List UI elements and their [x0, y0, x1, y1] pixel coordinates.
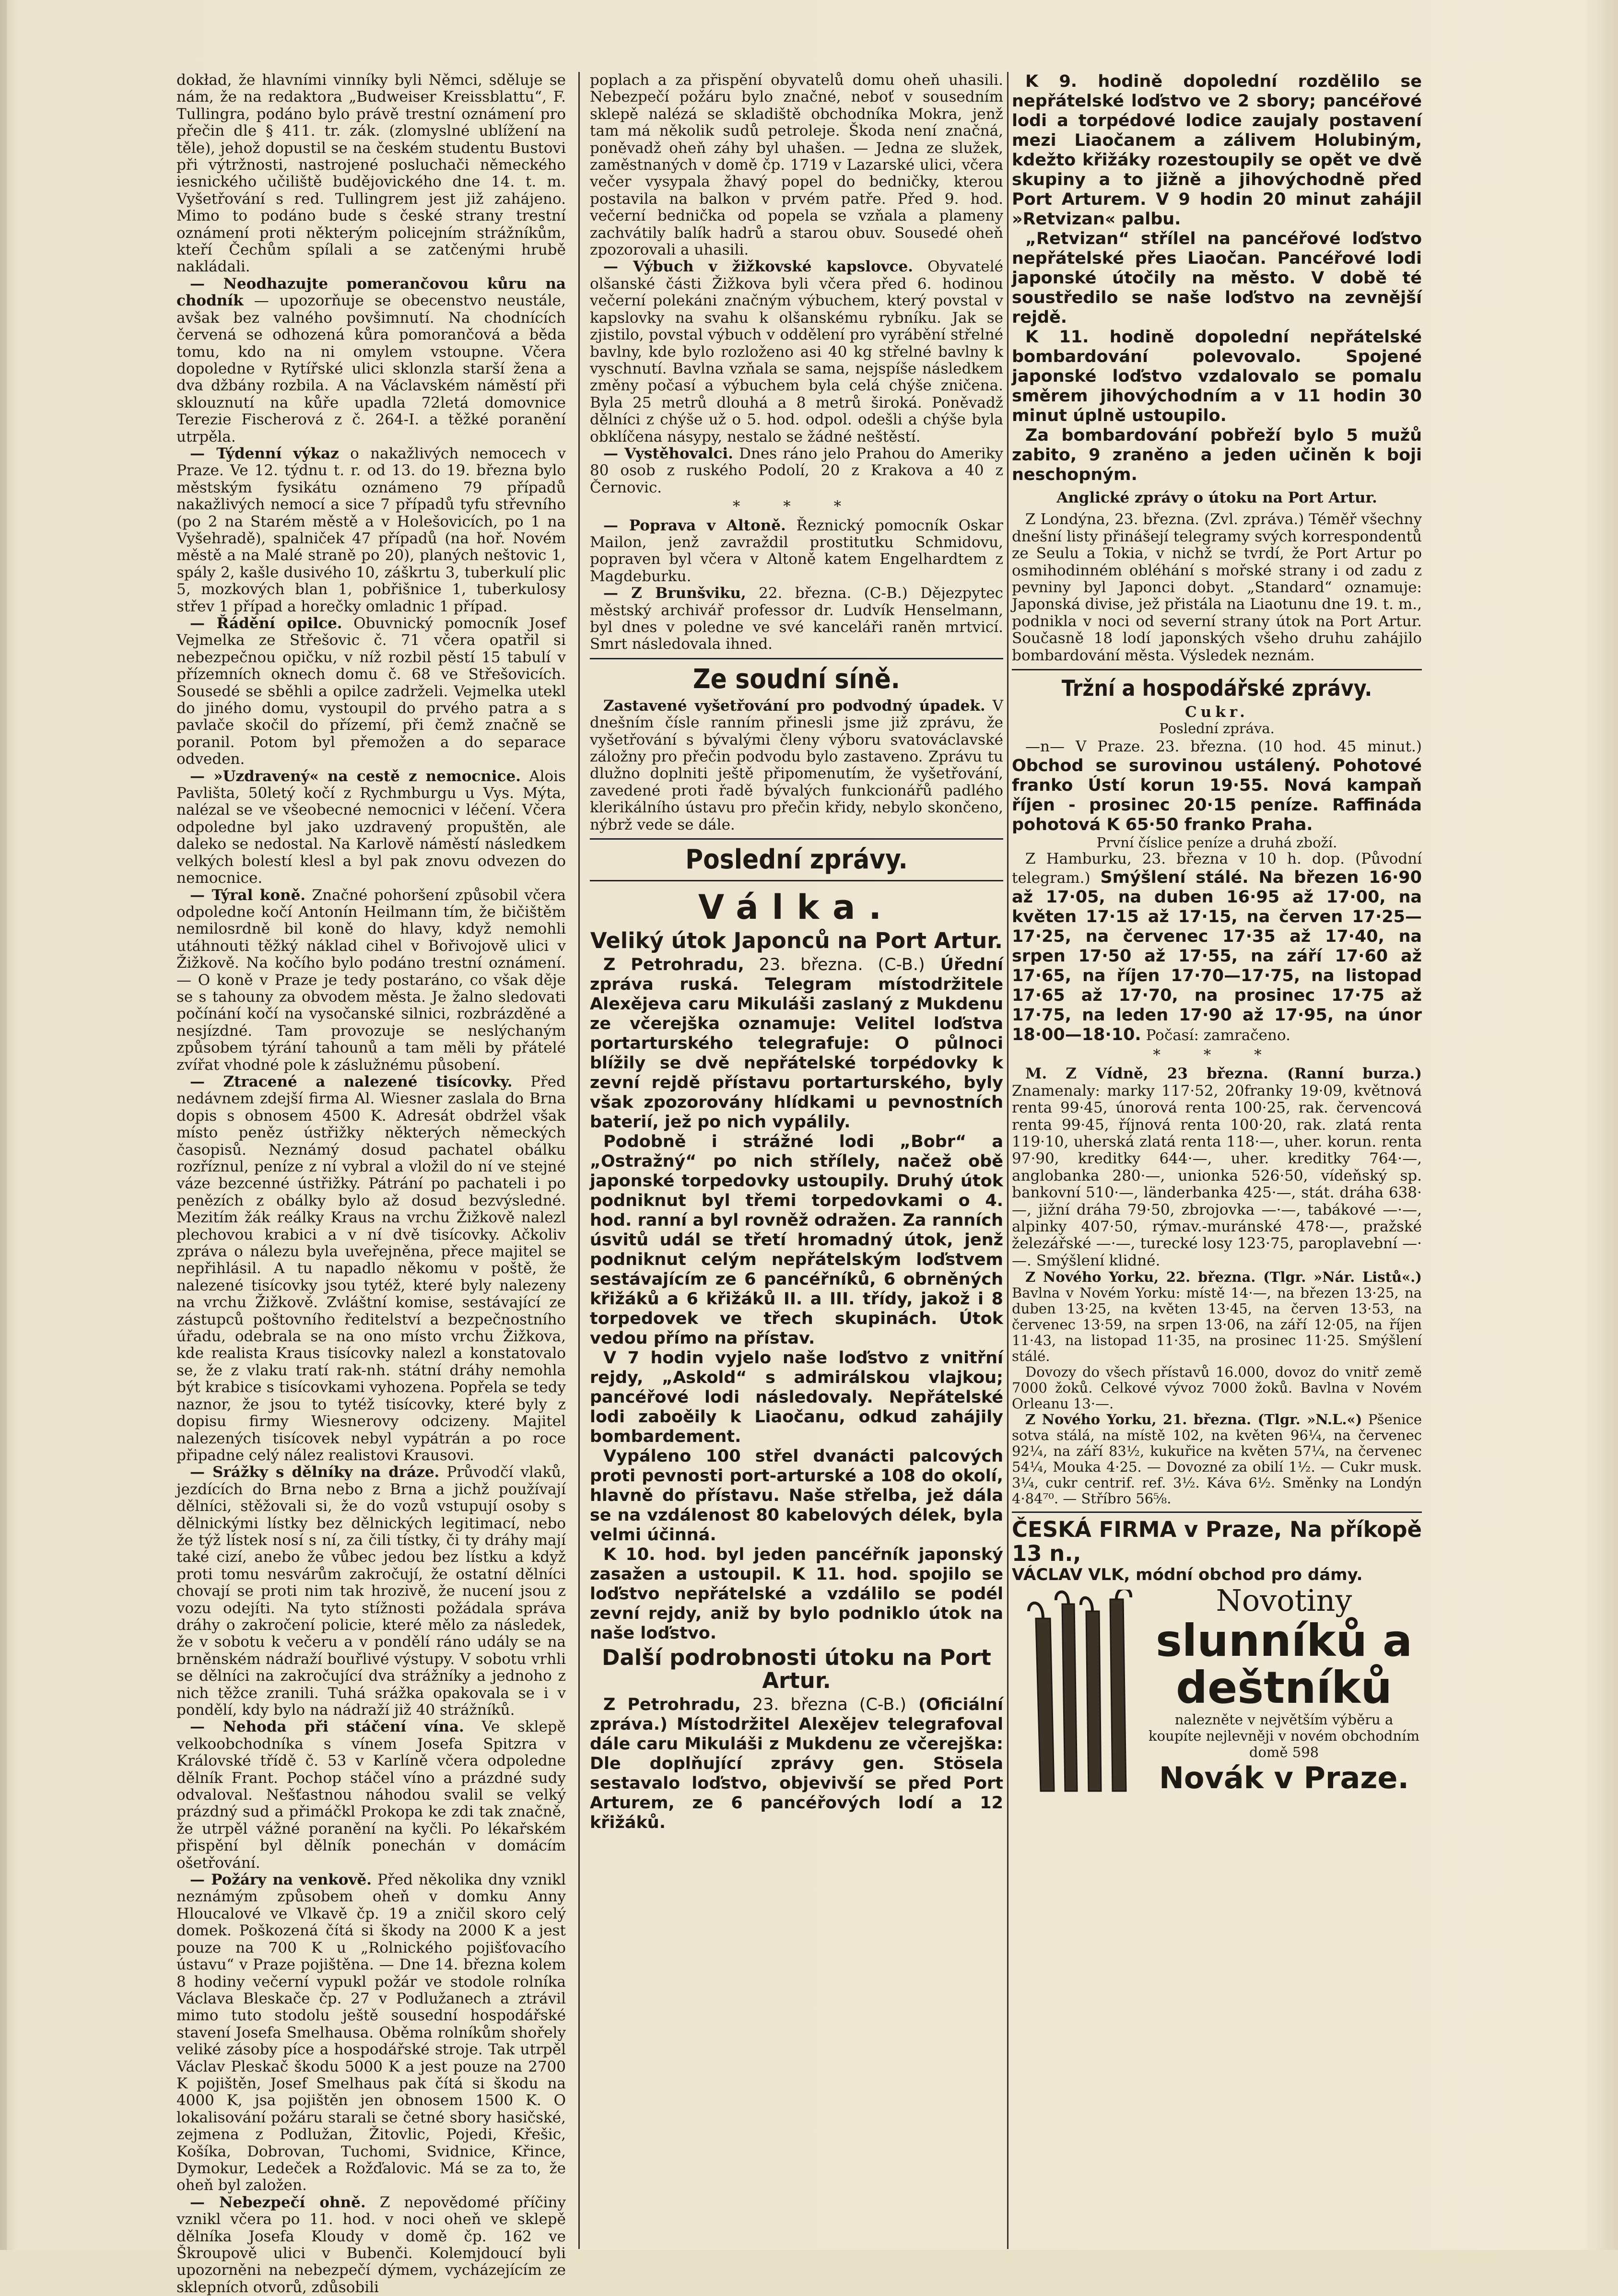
dateline: Z Nového Yorku, 21. března. (Tlgr. »N.L.«): [1025, 1411, 1362, 1428]
article-paragraph: [176, 768, 566, 887]
article-paragraph: [590, 258, 1003, 445]
article-text: Počasí: zamračeno.: [1141, 1026, 1290, 1044]
ad-description: [1146, 1711, 1422, 1760]
article-text: Bavlna v Novém Yorku: místě 14·—, na březen 13·25, na duben 13·25, na květen 13·45, na červen 13·53, na červenec 13·59, na srpen 13·06, na září 12·05, na říjen 11·43, na listopad 11·35, na prosinec 11·25. Smýšlení stálé.: [1012, 1285, 1422, 1365]
article-paragraph: [1012, 1269, 1422, 1364]
article-heading: — »Uzdravený« na cestě z nemocnice.: [190, 767, 521, 785]
column-3: [1012, 72, 1422, 1796]
article-heading: — Týral koně.: [190, 886, 306, 904]
dateline: Z Nového Yorku, 22. března. (Tlgr. »Nár. Listů«.): [1025, 1269, 1422, 1286]
umbrella-icon: [1086, 1611, 1101, 1791]
article-heading: — Nehoda při stáčení vína.: [190, 1718, 464, 1736]
article-text: o nakažlivých nemocech v Praze. Ve 12. týdnu t. r. od 13. do 19. března bylo městským fysikátu oznámeno 79 případů nakažlivých nemocí a sice 7 případů tyfu střevního (po 2 na Starém městě a v Holešovicích, po 1 na Vyšehradě), spalniček 47 případů (na hoř. Novém městě a na Malé straně po 20), planých neštovic 1, spály 2, kašle dusivého 10, záškrtu 3, tuberkulí plic 5, mozkových blan 1, pobřišnice 1, tuberkulosy střev 1 případ a horečky omladnic 1 případ.: [176, 445, 566, 615]
divider: [1012, 1511, 1422, 1513]
dateline: Z Hamburku, 23. března v 10 h. dop. (Původní telegram.): [1012, 850, 1422, 887]
article-text: Průvodčí vlaků, jezdících do Brna nebo z Brna a jichž používají dělníci, stěžovali si, že do vozů vstupují osoby s dělnickými lístky bez dělnických legitimací, nebo že týž lístek nosí s ní, za čili tístky, či ty dráhy mají také cizí, anebo že vůbec jedou bez lístku a když proti tomu nesvárům zakročují, že ostatní dělníci chovají se proti nim tak hrozivě, že nucení jsou z vozu odejíti. Na tyto stížnosti požádala správa dráhy o zakročení policie, které mělo za následek, že v sobotu k večeru a v pondělí ráno udály se na brněnském nádraží bouřlivé výstupy. V sobotu vrhli se dělníci na zakročující dva strážníky a jednoho z nich těžce zranili. Tuhá srážka opakovala se i v pondělí, kdy bylo na nádraží již 40 strážníků.: [176, 1464, 566, 1719]
article-paragraph: [590, 955, 1003, 1132]
article-heading: — Poprava v Altoně.: [603, 516, 786, 534]
article-text: — upozorňuje se obecenstvo neustále, avšak bez valného povšimnutí. Na chodnících červená se odhozená kůra pomorančová a běda tomu, kdo na ni omylem vstoupne. Včera dopoledne v Rytířské ulici sklonzla starší žena a dva džbány rozbila. A na Václavském náměstí při sklouznutí na kůře upadla 72letá domovnice Terezie Fischerová z č. 264-I. a těžké poranění utrpěla.: [176, 292, 566, 445]
page-edge-shadow: [0, 0, 7, 2250]
article-text: Řeznický pomocník Oskar Mailon, jenž zavraždil prostitutku Schmidovu, popraven byl včera v Altoně katem Engelhardtem z Magdeburku.: [590, 516, 1003, 585]
article-heading: — Nebezpečí ohně.: [190, 2193, 366, 2211]
article-paragraph: [176, 1872, 566, 2194]
article-text: Alois Pavlišta, 50letý kočí z Rychmburgu u Vys. Mýta, nalézal se ve všeobecné nemocnici v léčení. Včera odpoledne byl jako uzdravený propuštěn, ale daleko se nedostal. Na Karlově náměstí následkem velkých bolestí klesl a byl pak znovu odvezen do nemocnice.: [176, 767, 566, 887]
article-paragraph: [590, 585, 1003, 653]
article-heading: Zastavené vyšetřování pro podvodný úpadek.: [603, 697, 985, 715]
umbrella-illustration: [1017, 1590, 1151, 1801]
dateline-date: 23. března (C-B.): [740, 1695, 907, 1715]
article-text: Vypáleno 100 střel dvanácti palcových proti pevnosti port-arturské a 108 do okolí, hlavně do přístavu. Naše střelba, jež dála se na vzdálenost 80 kabelových délek, byla velmi účinná.: [590, 1447, 1003, 1545]
article-heading: — Z Brunšviku,: [603, 585, 746, 602]
ad-number: 598: [1292, 1744, 1319, 1761]
ad-headline-umbrellas: deštníků: [1176, 1662, 1392, 1714]
article-paragraph: [176, 1464, 566, 1719]
article-text: dokład, že hlavními vinníky byli Němci, sděluje se nám, že na redaktora „Budweiser Kreissblattu“, F. Tullingra, podáno bylo právě trestní oznámení pro přečin dle § 411. tr. zák. (zlomyslné ublížení na těle), jehož dopustil se na českém studentu Bustovi při výtržnosti, nastrojené posluchači německého iesnického učiliště budějovického dne 14. t. m. Vyšetřování s red. Tullingrem jest již zahájeno. Mimo to podáno bude s české strany trestní oznámení proti některým policejním strážníkům, kteří Čechům spílali a se zatčenými hrubě nakládali.: [176, 71, 566, 276]
article-paragraph: [176, 445, 566, 615]
market-report: Obchod se surovinou ustálený. Pohotové franko Ústí korun 19·55. Nová kampaň říjen - prosinec 20·15 peníze. Raffináda pohotová K 65·50 franko Praha.: [1012, 756, 1422, 835]
subsection-subtitle: Poslední zpráva.: [1159, 720, 1275, 737]
subsection-title: Cukr.: [1185, 703, 1249, 721]
ad-text: nalezněte v největším výběru a koupíte nejlevněji v novém obchodním domě: [1149, 1711, 1419, 1761]
dateline: Z Petrohradu,: [603, 1695, 741, 1715]
dateline: Z Petrohradu,: [603, 955, 744, 975]
ad-headline-parasols: slunníků a: [1155, 1615, 1413, 1667]
column-separator: [1007, 72, 1008, 2249]
article-text: „Retvizan“ střílel na pancéřové loďstvo nepřátelské přes Liaočan. Pancéřové lodi japonské útočily na město. V době té soustředilo se naše loďstvo na zevnější rejdě.: [1012, 229, 1422, 327]
section-title-market: Tržní a hospodářské zprávy.: [1061, 675, 1372, 702]
article-paragraph: [176, 276, 566, 445]
article-heading: — Výbuch v žižkovské kapslovce.: [603, 258, 914, 276]
article-paragraph: [1012, 737, 1422, 835]
article-heading: — Neodhazujte pomerančovou kůru na chodník: [176, 275, 566, 310]
article-text: Před nedávnem zdejší firma Al. Wiesner zaslala do Brna dopis s obnosem 4500 K. Adresát obdržel však místo peněz ústřižky některých německých časopisů. Neznámý dosud pachatel obálku rozříznul, peníze z ní vybral a vložil do ní ve stejné váze bezcenné ústřižky. Pátrání po pachateli i po penězích z obálky bylo až dosud bezvýsledné. Mezitím žák reálky Kraus na vrchu Žižkově nalezl plechovou krabici a v ní dvě tisícovky. Ačkoliv zpráva o nálezu byla uveřejněna, přece majitel se nepřihlásil. A tu napadlo někomu v poště, že nalezené tisícovky jsou tytéž, které byly nalezeny na vrchu Žižkově. Zvláštní komise, sestávající ze zástupců poštovního ředitelství a bezpečnostního úřadu, odebrala se na ono místo vrchu Žižkova, kde realista Kraus tisícovky nalezl a konstatovalo se, že z vlaku tratí rak-nh. státní dráhy nemohla být krabice s tisícovkami vyhozena. Popřela se tedy naznor, že jsou to tytéž tisícovky, které byly z dopisu firmy Wiesnerovy odcizeny. Majitel nalezených tisícovek nebyl vypátrán a po roce připadne celý nález realistovi Krausovi.: [176, 1073, 566, 1464]
article-text: Obuvnický pomocník Josef Vejmelka ze Střešovic č. 71 včera opatřil si nebezpečnou opičku, v níž rozbil pěstí 15 tabulí v přízemních oknech domu č. 68 ve Střešovicích. Sousedé se sběhli a opilce zadrželi. Vejmelka utekl do jiného domu, vystoupil do prvého patra a s pavlače skočil do přízemí, při čemž značně se poranil. Potom byl přemožen a do separace odveden.: [176, 615, 566, 768]
ad-signature: Novák v Praze.: [1159, 1760, 1409, 1796]
article-text: K 11. hodině dopolední nepřátelské bombardování polevovalo. Spojené japonské loďstvo vzdalovalo se pomalu směrem jihovýchodním a v 11 hodin 30 minut úplně ustoupilo.: [1012, 328, 1422, 425]
war-heading: Válka.: [698, 888, 895, 927]
article-paragraph: [176, 1719, 566, 1872]
article-paragraph: [590, 517, 1003, 586]
article-text: Za bombardování pobřeží bylo 5 mužů zabito, 9 zraněno a jeden učiněn k boji neschopným.: [1012, 426, 1422, 484]
article-text: K 10. hod. byl jeden pancéřník japonský zasažen a ustoupil. K 11. hod. spojilo se loďstvo nepřátelské a vzdálilo se podél zevní rejdy, aniž by bylo podniklo útok na naše loďstvo.: [590, 1545, 1003, 1643]
article-heading: — Řádění opilce.: [190, 615, 342, 632]
article-heading: — Vystěhovalci.: [603, 445, 733, 462]
umbrella-icon: [1062, 1604, 1077, 1791]
article-text: Dnes ráno jelo Prahou do Ameriky 80 osob z ruského Podolí, 20 z Krakova a 40 z Černovic.: [590, 445, 1003, 496]
divider: [1012, 669, 1422, 670]
market-note: První číslice peníze a druhá zboží.: [1096, 834, 1337, 851]
umbrella-icon: [1110, 1599, 1126, 1791]
ad-owner-line: VÁCLAV VLK, módní obchod pro dámy.: [1012, 1565, 1363, 1585]
war-headline-1: Veliký útok Japonců na Port Artur.: [590, 928, 1003, 954]
article-text: K 9. hodině dopolední rozdělilo se nepřátelské loďstvo ve 2 sbory; pancéřové lodi a torpédové lodice zaujaly postavení mezi Liaočanem a zálivem Holubiným, kdežto křižáky rozestoupily se opět ve dvě skupiny a to jižně a jihovýchodně před Port Arturem. V 9 hodin 20 minut zahájil »Retvizan« palbu.: [1012, 72, 1422, 229]
article-text: Znamenaly: marky 117·52, 20franky 19·09, květnová renta 99·45, únorová renta 100·25, rak. červencová renta 99·45, říjnová renta 100·20, rak. zlatá renta 119·10, uherská zlatá renta 118·—, uher. korun. renta 97·90, kreditky 644·—, uher. kreditky 764·—, anglobanka 280·—, unionka 526·50, vídeňský sp. bankovní 510·—, länderbanka 425·—, stát. dráha 638·—, jižní dráha 79·50, zbrojovka —·—, tabákové —·—, alpinky 407·50, rýmav.-muránské 478·—, pražské železářské —·—, turecké losy 123·75, paroplavební —·—. Smýšlení klidné.: [1012, 1082, 1422, 1269]
article-paragraph: [1012, 851, 1422, 1044]
article-paragraph: [176, 1074, 566, 1464]
article-text: Podobně i strážné lodi „Bobr“ a „Ostražný“ po nich střílely, načež obě japonské torpedovky ustoupily. Druhý útok podniknut byl třemi torpedovkami o 4. hod. ranní a byl rovněž odražen. Za ranních úsvitů udál se třetí hromadný útok, jenž podniknut celým nepřátelským loďstvem sestávajícím ze 6 pancéřníků, 6 obrněných křižáků a 6 křižáků II. a III. třídy, jakož i 8 torpedovek ve třech skupinách. Útok vedou přímo na přístav.: [590, 1132, 1003, 1348]
section-stars: * * *: [1153, 1046, 1281, 1064]
dateline: M. Z Vídně, 23 března. (Ranní burza.): [1025, 1065, 1422, 1083]
article-paragraph: [176, 2194, 566, 2296]
market-report: Smýšlení stálé. Na březen 16·90 až 17·05, na duben 16·95 až 17·00, na květen 17·15 až 17·15, na červen 17·25—17·25, na červenec 17·35 až 17·40, na srpen 17·50 až 17·55, na září 17·60 až 17·65, na říjen 17·70—17·75, na listopad 17·65 až 17·70, na prosinec 17·75 až 17·75, na leden 17·90 až 17·95, na únor 18·00—18·10.: [1012, 867, 1422, 1044]
article-paragraph: [176, 887, 566, 1074]
article-text: Před několika dny vznikl neznámým způsobem oheň v domku Anny Hloucalové ve Vlkavě čp. 19 a zničil skoro celý domek. Poškozená čítá si škody na 2000 K a jest pouze na 700 K u „Rolnického pojišťovacího ústavu“ v Praze pojištěna. — Dne 14. března kolem 8 hodiny večerní vypukl požár ve stodole rolníka Václava Bleskače čp. 27 v Podlužanech a ztrávil mimo tuto stodolu ještě sousední hospodářské stavení Josefa Smelhausa. Oběma rolníkům shořely veliké zásoby píce a hospodářské stroje. Tak utrpěl Václav Pleskač škodu 5000 K a jest pouze na 2700 K pojištěn, Josef Smelhaus pak čítá si škodu na 4000 K, jsa pojištěn jen obnosem 1500 K. O lokalisování požáru starali se četné sbory hasičské, zejmena z Podlužan, Žitovlic, Pojedi, Křešic, Košíka, Dobrovan, Tuchomi, Svidnice, Křince, Dymokur, Ledeček a Rožďalovic. Má se za to, že oheň byl založen.: [176, 1871, 566, 2194]
article-heading: — Týdenní výkaz: [190, 445, 339, 462]
article-text: Z Londýna, 23. března. (Zvl. zpráva.) Téměř všechny dnešní listy přinášejí telegramy svých korrespondentů ze Seulu a Tokia, v nichž se tvrdí, že Port Artur po osmihodinném obléhání s mořské strany i od zadu z pevniny byl Japonci dobyt. „Standard“ oznamuje: Japonská divise, jež přistála na Liaotunu dne 19. t. m., podnikla v noci od severní strany útok na Port Artur. Současně 18 lodí japonských všeho druhu zahájilo bombardování města. Výsledek neznám.: [1012, 511, 1422, 664]
article-heading: — Srážky s dělníky na dráze.: [190, 1464, 440, 1481]
dateline: —n— V Praze. 23. března. (10 hod. 45 minut.): [1025, 738, 1422, 756]
article-text: Úřední zpráva ruská. Telegram místodržitele Alexějeva caru Mikuláši zaslaný z Mukdenu ze včerejška oznamuje: Velitel loďstva portarturského telegrafuje: O půlnoci blížily se dvě nepřátelské torpédovky k zevní rejdě přístavu portarturského, byly však zpozorovány hlídkami u pevnostních baterií, jež po nich vypálily.: [590, 955, 1003, 1132]
article-heading: — Požáry na venkově.: [190, 1871, 372, 1889]
article-paragraph: [176, 615, 566, 768]
article-text: (Oficiální zpráva.) Místodržitel Alexějev telegrafoval dále caru Mikuláši z Mukdenu ze včerejška: Dle doplňující zprávy gen. Stösela sestavalo loďstvo, objevivší se před Port Arturem, ze 6 pancéřových lodí a 12 křižáků.: [590, 1695, 1003, 1833]
article-text: Značné pohoršení způsobil včera odpoledne kočí Antonín Heilmann tím, že bičištěm nemilosrdně bil koně do hlavy, když nemohli utáhnouti těžký náklad cihel v Bořivojově ulici v Žižkově. Na kočího bylo podáno trestní oznámení. — O koně v Praze je tedy postaráno, co však děje se s tahouny za obvodem města. Je žalno sledovati počínání kočí na vysočanské silnici, rozbrázděné a nesjízdné. Tam provozuje se neslýchaným způsobem týrání tahounů a tam měli by přátelé zvířat vhodné pole k záslužnému působení.: [176, 886, 566, 1074]
article-paragraph: [590, 698, 1003, 833]
article-text: Pšenice sotva stálá, na místě 102, na květen 96¼, na červenec 92¼, na září 83½, kukuřice na květen 57¼, na červenec 54¼, Mouka 4·25. — Dovozné za obilí 1½. — Cukr musk. 3¼, cukr centrif. ref. 3½. Káva 6½. Směnky na Londýn 4·84⁷⁰. — Stříbro 56⅝.: [1012, 1411, 1422, 1507]
column-separator: [578, 72, 580, 2249]
article-text: V 7 hodin vyjelo naše loďstvo z vnitřní rejdy, „Askold“ s admirálskou vlajkou; pancéřové lodi následovaly. Nepřátelské lodi zaboěily k Liaočanu, odkud zahájily bombardement.: [590, 1348, 1003, 1447]
ad-novelty-label: Novotiny: [1216, 1583, 1352, 1618]
dateline-date: 23. března. (C-B.): [744, 955, 925, 975]
column-1: [176, 72, 566, 2296]
divider: [590, 880, 1003, 881]
article-heading: Anglické zprávy o útoku na Port Artur.: [1056, 489, 1377, 506]
article-paragraph: [1012, 1066, 1422, 1269]
divider: [590, 838, 1003, 840]
umbrella-icon: [1036, 1618, 1054, 1791]
advertisement: [1012, 1518, 1422, 1796]
article-text: Ve sklepě velkoobchodníka s vínem Josefa Spitzra v Královské třídě č. 53 v Karlíně včera odpoledne dělník Frant. Pochop stáčel víno a prázdné sudy odvaloval. Nešťastnou náhodou svalil se velký prázdný sud a přimáčkl Prokopa ke zdi tak značně, že utrpěl vážné poranění na kyčli. Po lékařském přispění byl dělník ponechán v domácím ošetřování.: [176, 1718, 566, 1872]
article-paragraph: [590, 1695, 1003, 1833]
article-text: 22. března. (C-B.) Dějezpytec městský archivář professor dr. Ludvík Henselmann, byl dnes v poledne ve své kanceláři raněn mrtvicí. Smrt následovala ihned.: [590, 585, 1003, 653]
section-stars: * * *: [732, 498, 861, 515]
column-2: [590, 72, 1003, 1833]
article-text: Dovozy do všech přístavů 16.000, dovoz do vnitř země 7000 žoků. Celkové vývoz 7000 žoků. Bavlna v Novém Orleanu 13·—.: [1012, 1364, 1422, 1412]
article-text: Obyvatelé olšanské části Žižkova byli včera před 6. hodinou večerní polekáni značným výbuchem, který povstal v kapslovky na svahu k olšanskému rybníku. Jak se zjistilo, povstal výbuch v oddělení pro vyrábění střelné bavlny, kde bylo rozloženo asi 40 kg střelné bavlny k vyschnutí. Bavlna vzňala se sama, nejspíše následkem změny počasí a výbuchem byla celá chýše zničena. Byla 25 metrů dlouhá a 8 metrů široká. Poněvadž dělníci z chýše už o 5. hod. odpol. odešli a chýše byla obklíčena násypy, nestalo se žádné neštěstí.: [590, 258, 1003, 445]
article-paragraph: [590, 445, 1003, 496]
article-text: V dnešním čísle ranním přinesli jsme již zprávu, že vyšetřování s bývalými členy výboru svatováclavské záložny pro přečin podvodu bylo zastaveno. Zprávu tu dlužno doplniti ještě připomenutím, že vyšetřování, zavedené proti řadě bývalých funkcionářů padlého klerikálního ústavu pro přečin křidy, nebylo skončeno, nýbrž vede se dále.: [590, 697, 1003, 833]
article-text: poplach a za přispění obyvatelů domu oheň uhasili. Nebezpečí požáru bylo značné, neboť v sousedním sklepě nalézá se skladiště obchodníka Mokra, jenž tam má několik sudů petroleje. Škoda není značná, poněvadž oheň záhy byl uhašen. — Jedna ze služek, zaměstnaných v domě čp. 1719 v Lazarské ulici, včera večer vysypala žhavý popel do bedničky, kterou postavila na balkon v prvém patře. Před 9. hod. večerní bednička od popela se vzňala a plameny zachvátily balík hadrů a starou obuv. Sousedé oheň zpozorovali a uhasili.: [590, 71, 1003, 259]
section-title-latest-news: Poslední zprávy.: [685, 844, 908, 876]
article-paragraph: [1012, 1412, 1422, 1507]
article-text: Z nepovědomé příčiny vznikl včera po 11. hod. v noci oheň ve sklepě dělníka Josefa Kloudy v domě čp. 162 ve Škroupově ulici v Bubenči. Kolemjdoucí byli upozorněni na nebezpečí dýmem, vycházejícím ze sklepních otvorů, zdůsobili: [176, 2193, 566, 2296]
war-headline-2: Další podrobnosti útoku na Port Artur.: [602, 1645, 991, 1694]
divider: [590, 658, 1003, 659]
section-title-court: Ze soudní síně.: [693, 663, 900, 695]
article-heading: — Ztracené a nalezené tisícovky.: [190, 1073, 513, 1090]
ad-firm-line: ČESKÁ FIRMA v Praze, Na příkopě 13 n.,: [1012, 1517, 1422, 1567]
